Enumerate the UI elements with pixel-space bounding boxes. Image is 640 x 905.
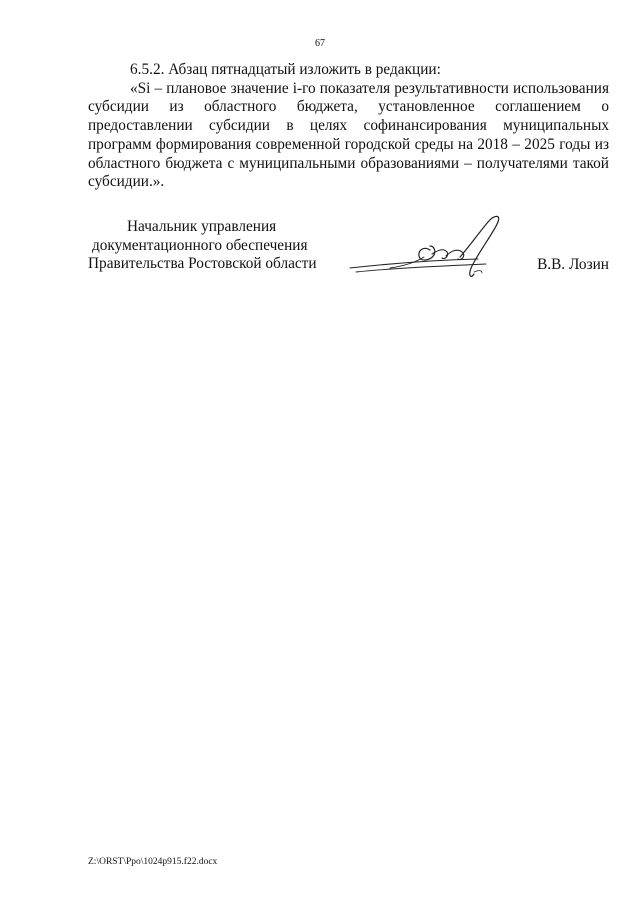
document-body [88, 61, 609, 192]
footer-file-path: Z:\ORST\Ppo\1024p915.f22.docx [88, 857, 218, 867]
signatory-title [88, 218, 317, 274]
signatory-title-line: Правительства Ростовской области [88, 255, 317, 273]
signatory-title-line: Начальник управления [127, 218, 277, 235]
handwritten-signature [346, 210, 508, 288]
signer-name: В.В. Лозин [537, 256, 609, 273]
paragraph-amendment-text: «Si – плановое значение i-го показателя результативности использования субсидии из областного бюджета, установленное соглашением о предоставлении субсидии в целях софинансирования муниципальных программ формирования современной городской среды на 2018 – 2025 годы из областного бюджета с муниципальными образованиями – получателями такой субсидии.». [88, 79, 609, 191]
paragraph-amendment-intro: 6.5.2. Абзац пятнадцатый изложить в редакции: [130, 61, 441, 78]
page-number: 67 [315, 38, 325, 49]
signatory-title-line: документационного обеспечения [92, 236, 308, 254]
